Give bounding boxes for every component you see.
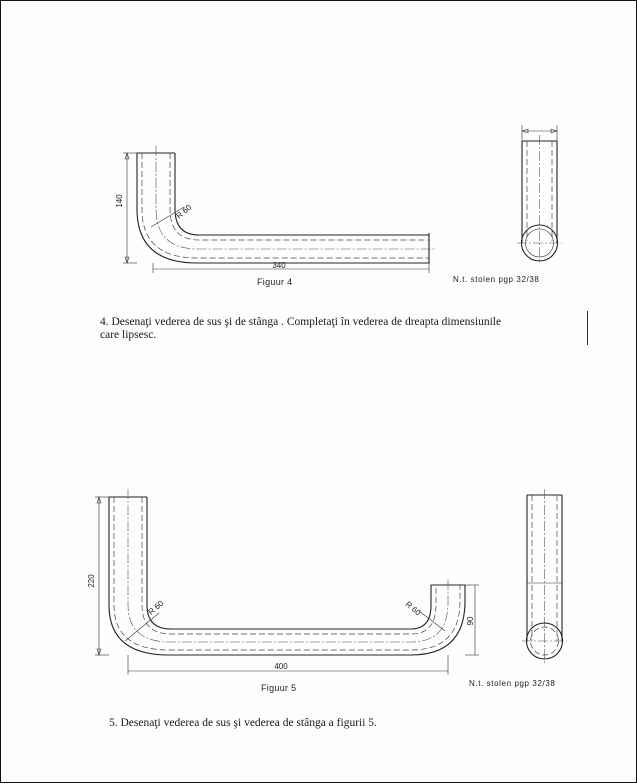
figure-4-length-label: 340 xyxy=(272,261,286,270)
figure-5-caption: Figuur 5 xyxy=(261,683,297,693)
figure-5-height-dimension xyxy=(87,497,109,655)
exercise-5-instruction xyxy=(109,717,579,730)
exercise-5-instruction-line-1: 5. Desenaţi vederea de sus şi vederea de stânga a figurii 5. xyxy=(109,717,377,729)
figure-5-radius-right-label: R 60 xyxy=(403,599,423,618)
figure-5-side-view xyxy=(522,489,567,663)
figure-5-drawing xyxy=(1,1,637,784)
figure-4-height-label: 140 xyxy=(115,194,124,208)
figure-4-caption: Figuur 4 xyxy=(257,277,293,287)
figure-5-radius-left-label: R 60 xyxy=(146,598,166,617)
figure-4-radius-label: R 60 xyxy=(174,202,194,221)
exercise-4-instruction-line-2: care lipsesc. xyxy=(100,329,157,341)
figure-5-length-label: 400 xyxy=(274,662,288,671)
figure-5-front-view xyxy=(109,489,465,655)
figure-5-length-dimension xyxy=(128,655,448,675)
figure-5-source-note: N.t. stolen pgp 32/38 xyxy=(469,679,556,688)
figure-5-short-height-dimension xyxy=(465,585,479,655)
figure-5-short-height-label: 90 xyxy=(466,616,475,626)
exercise-4-instruction-line-1: 4. Desenaţi vederea de sus şi de stânga . Completaţi în vederea de dreapta dimensiunile xyxy=(100,316,502,328)
figure-5-height-label: 220 xyxy=(87,574,96,588)
figure-4-source-note: N.t. stolen pgp 32/38 xyxy=(453,275,540,284)
